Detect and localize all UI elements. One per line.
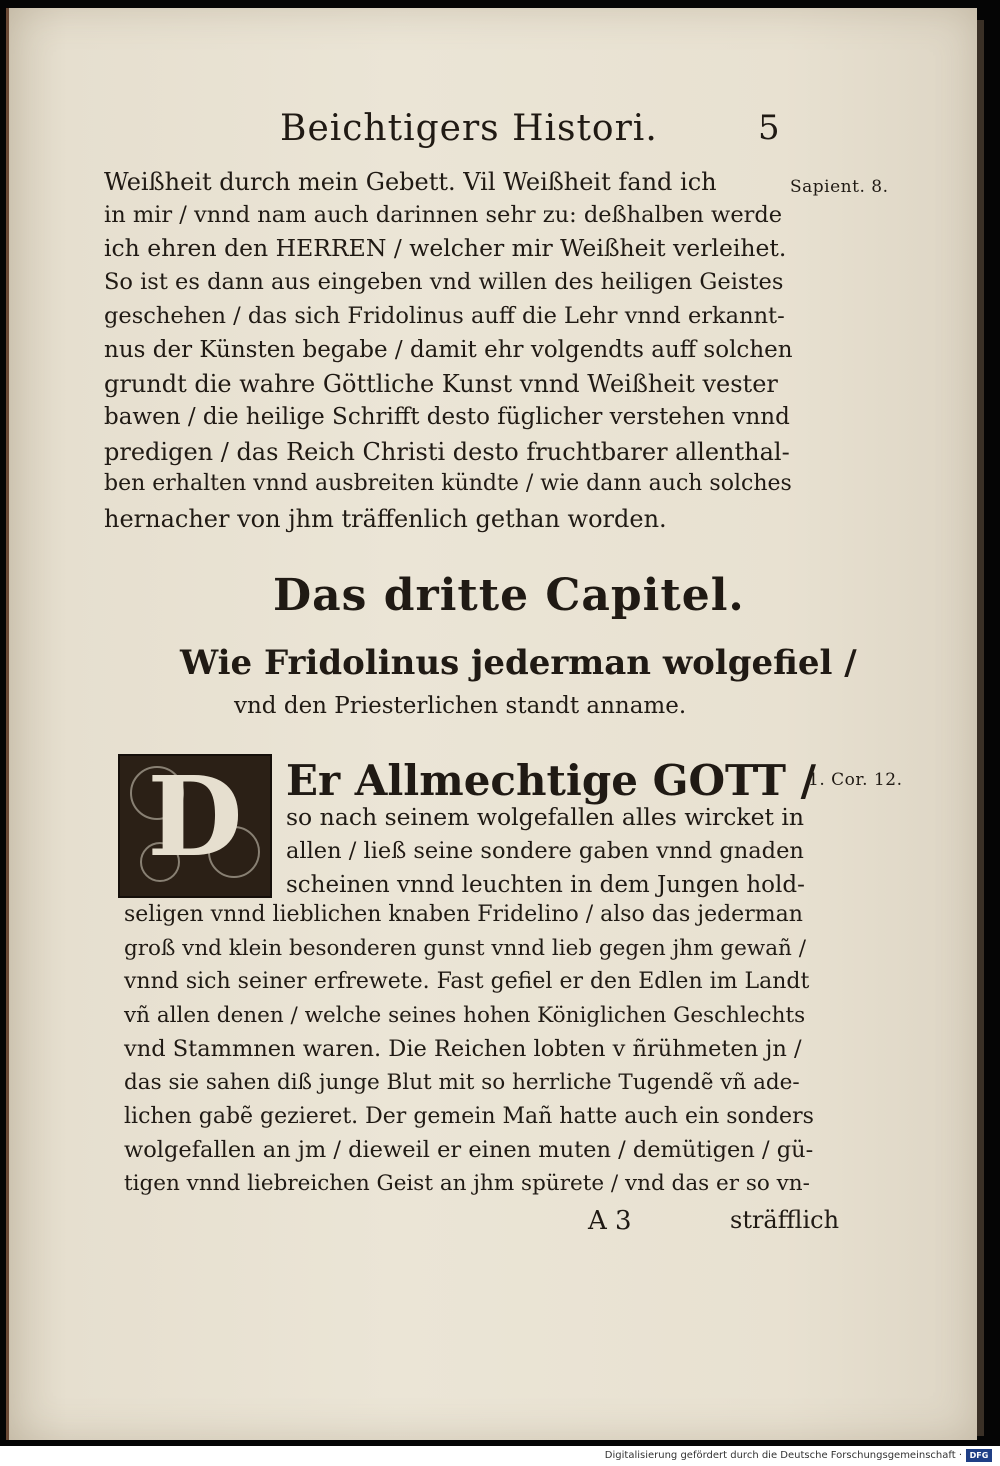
margin-note-cor: 1. Cor. 12. [808,770,903,790]
text-line: wolgefallen an jm / dieweil er einen muten / demütigen / gü- [124,1137,814,1164]
text-line: grundt die wahre Göttliche Kunst vnnd Weißheit vester [104,370,778,399]
opening-words: Er Allmechtige GOTT / [286,756,817,805]
text-line: nus der Künsten begabe / damit ehr volgendts auff solchen [104,336,793,363]
text-line: vñ allen denen / welche seines hohen Königlichen Geschlechts [124,1002,806,1028]
running-head: Beichtigers Histori. [280,108,658,149]
text-line: seligen vnnd lieblichen knaben Fridelino / also das jederman [124,902,803,927]
margin-note-sapient: Sapient. 8. [790,177,889,197]
text-line: scheinen vnnd leuchten in dem Jungen hold- [286,872,805,898]
text-line: in mir / vnnd nam auch darinnen sehr zu: deßhalben werde [104,201,783,228]
text-line: tigen vnnd liebreichen Geist an jhm spürete / vnd das er so vn- [124,1170,810,1196]
page-number: 5 [758,108,780,148]
text-line: geschehen / das sich Fridolinus auff die Lehr vnnd erkannt- [104,302,785,329]
chapter-title: Das dritte Capitel. [273,570,745,621]
chapter-subtitle-line1: Wie Fridolinus jederman wolgefiel / [180,643,857,683]
text-line: predigen / das Reich Christi desto fruchtbarer allenthal- [104,437,790,466]
text-line: vnd Stammnen waren. Die Reichen lobten v ñrühmeten jn / [124,1036,802,1063]
initial-letter: D [147,754,243,881]
text-line: So ist es dann aus eingeben vnd willen des heiligen Geistes [104,269,784,296]
text-line: Weißheit durch mein Gebett. Vil Weißheit fand ich [104,168,717,196]
chapter-subtitle-line2: vnd den Priesterlichen standt anname. [234,693,687,719]
ornamental-initial [118,754,272,898]
text-line: ben erhalten vnnd ausbreiten kündte / wie dann auch solches [104,471,792,497]
text-line: hernacher von jhm träffenlich gethan worden. [104,505,667,533]
text-line: das sie sahen diß junge Blut mit so herrliche Tugendẽ vñ ade- [124,1070,800,1095]
signature-mark: A 3 [588,1206,632,1236]
text-line: groß vnd klein besonderen gunst vnnd lieb gegen jhm gewañ / [124,935,806,961]
digitization-footer [0,1446,1000,1466]
text-line: bawen / die heilige Schrifft desto füglicher verstehen vnnd [104,403,790,430]
text-line: so nach seinem wolgefallen alles wircket in [286,803,805,831]
catchword: sträfflich [730,1206,840,1234]
text-line: ich ehren den HERREN / welcher mir Weißheit verleihet. [104,234,787,263]
text-line: allen / ließ seine sondere gaben vnnd gnaden [286,838,804,864]
text-line: vnnd sich seiner erfrewete. Fast gefiel er den Edlen im Landt [124,969,810,995]
footer-credit: Digitalisierung gefördert durch die Deutsche Forschungsgemeinschaft · [604,1450,962,1461]
dfg-logo-icon: DFG [966,1449,992,1462]
text-line: lichen gabẽ gezieret. Der gemein Mañ hatte auch ein sonders [124,1103,814,1129]
